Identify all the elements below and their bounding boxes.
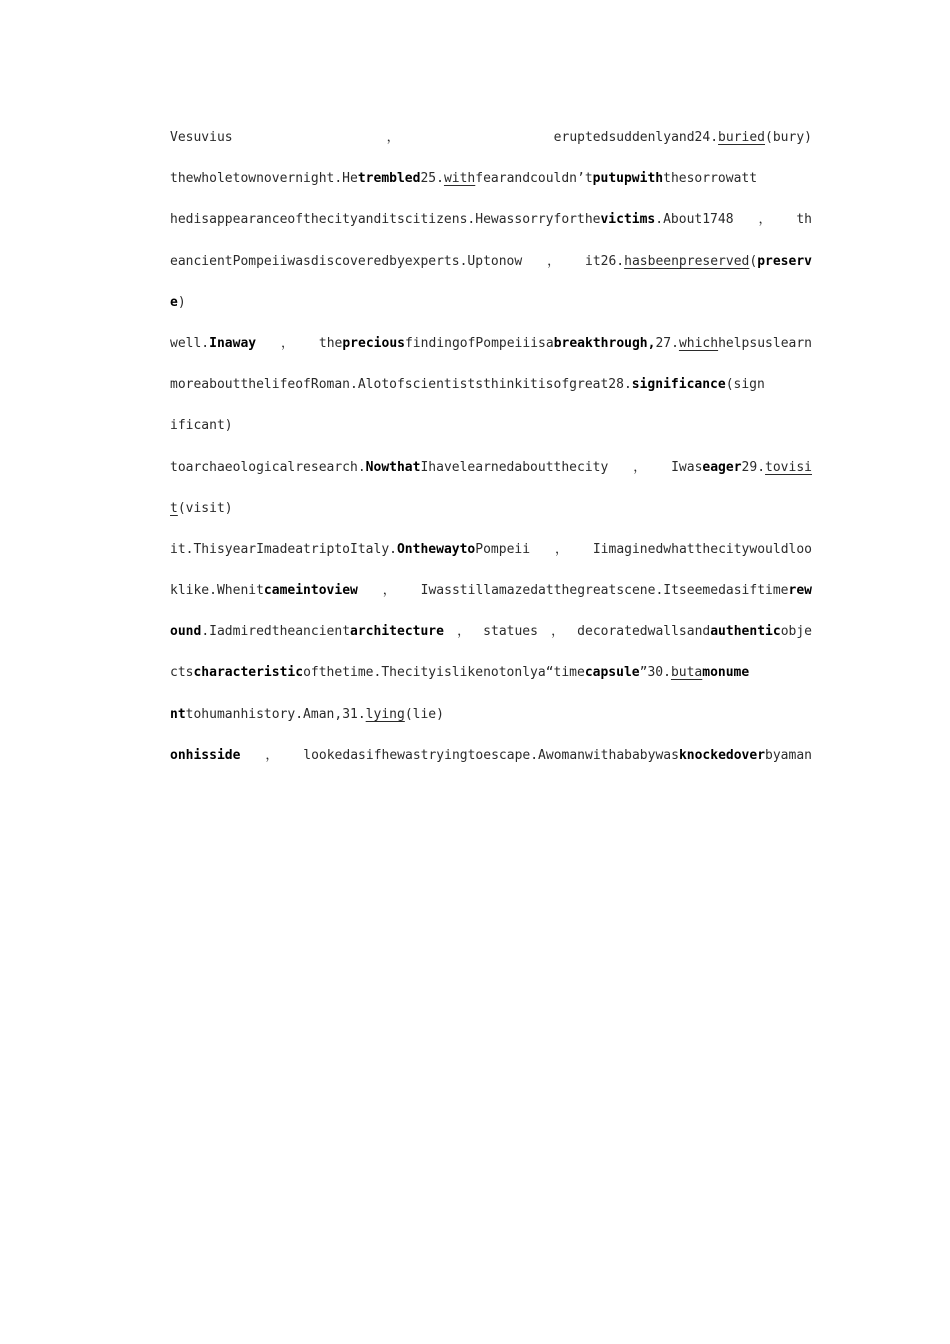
text-run: cts <box>170 665 194 681</box>
text-run: ，statues，decoratedwallsand <box>443 624 711 640</box>
text-line <box>170 454 812 495</box>
text-run: tohumanhistory.Aman,31. <box>185 706 366 722</box>
text-run: 27. <box>655 335 679 351</box>
answer-blank: hasbeenpreserved <box>624 253 750 269</box>
text-run: 29. <box>741 459 766 475</box>
text-run: ificant) <box>170 418 233 434</box>
text-run: eancientPompeiiwasdiscoveredbyexperts.Uptonow，it26. <box>170 253 625 269</box>
key-phrase: putupwith <box>592 171 664 187</box>
key-phrase: ound <box>170 624 202 640</box>
key-phrase: monume <box>702 665 750 681</box>
text-run: ofthetime.Thecityislikenotonlya“time <box>303 665 585 681</box>
text-line <box>170 165 812 206</box>
text-run: eruptedsuddenlyand24. <box>553 130 719 145</box>
text-run: thesorrowatt <box>663 171 758 187</box>
key-phrase: e <box>170 294 178 310</box>
text-run: findingofPompeiiisa <box>404 335 554 351</box>
answer-blank: buta <box>670 665 703 681</box>
key-phrase: trembled <box>357 171 421 187</box>
text-run: (lie) <box>404 706 444 722</box>
text-run: ，the <box>256 335 343 351</box>
text-line <box>170 124 812 165</box>
text-group <box>387 124 400 165</box>
text-run: it.ThisyearImadeatriptoItaly. <box>170 541 397 557</box>
key-phrase: breakthrough, <box>553 335 656 351</box>
text-run: moreaboutthelifeofRoman.Alotofscientiststhinkitisofgreat28. <box>170 377 632 393</box>
text-run: ”30. <box>639 665 671 681</box>
text-run: Vesuvius <box>170 130 233 145</box>
key-phrase: Nowthat <box>365 459 421 475</box>
text-run: hedisappearanceofthecityanditscitizens.Hewassorryforthe <box>170 212 601 228</box>
key-phrase: precious <box>342 335 405 351</box>
key-phrase: preserv <box>757 253 812 269</box>
text-run: (visit) <box>177 500 233 516</box>
text-run: ( <box>749 253 758 269</box>
answer-blank: tovisi <box>765 459 812 475</box>
text-line <box>170 618 812 659</box>
text-line <box>170 206 812 247</box>
key-phrase: capsule <box>584 665 640 681</box>
key-phrase: eager <box>702 459 742 475</box>
text-run: (bury) <box>765 130 812 145</box>
key-phrase: authentic <box>710 624 781 640</box>
text-line <box>170 371 812 412</box>
answer-blank: t <box>170 500 178 516</box>
text-line <box>170 742 812 783</box>
text-group <box>170 124 233 165</box>
text-run: toarchaeologicalresearch. <box>170 459 366 475</box>
text-run: fearandcouldn’t <box>475 171 593 187</box>
key-phrase: knockedover <box>678 747 766 763</box>
key-phrase: significance <box>631 377 726 393</box>
text-line <box>170 248 812 289</box>
text-run: Pompeii，Iimaginedwhatthecitywouldloo <box>475 541 812 557</box>
text-line <box>170 330 812 371</box>
key-phrase: rew <box>788 583 812 599</box>
key-phrase: cameintoview <box>263 583 358 599</box>
text-line <box>170 659 812 700</box>
text-run: ) <box>177 294 186 310</box>
text-run: Ihavelearnedaboutthecity，Iwas <box>420 459 703 475</box>
answer-blank: with <box>443 171 476 187</box>
passage-text <box>170 124 812 783</box>
text-line <box>170 536 812 577</box>
text-run: .Iadmiredtheancient <box>201 624 351 640</box>
text-run: well. <box>170 335 210 351</box>
text-run: ，Iwasstillamazedatthegreatscene.Itseemedasiftime <box>357 583 789 599</box>
text-group <box>554 124 812 165</box>
key-phrase: Inaway <box>209 335 257 351</box>
key-phrase: Onthewayto <box>396 541 476 557</box>
answer-blank: which <box>678 335 719 351</box>
text-run: ， <box>386 130 400 145</box>
text-run: .About1748，th <box>655 212 812 228</box>
text-run: obje <box>780 624 812 640</box>
text-run: ，lookedasifhewastryingtoescape.Awomanwithababywas <box>240 747 679 763</box>
key-phrase: nt <box>170 706 186 722</box>
text-line <box>170 412 812 453</box>
text-line <box>170 289 812 330</box>
text-line <box>170 495 812 536</box>
answer-blank: buried <box>718 130 766 145</box>
key-phrase: architecture <box>350 624 444 640</box>
text-run: thewholetownovernight.He <box>170 171 358 187</box>
key-phrase: characteristic <box>193 665 304 681</box>
text-run: (sign <box>725 377 765 393</box>
text-line <box>170 577 812 618</box>
text-line <box>170 701 812 742</box>
text-run: klike.Whenit <box>170 583 264 599</box>
key-phrase: victims <box>600 212 656 228</box>
text-run: byaman <box>765 747 812 763</box>
text-run: helpsuslearn <box>718 335 812 351</box>
key-phrase: onhisside <box>170 747 241 763</box>
text-run: 25. <box>420 171 444 187</box>
answer-blank: lying <box>365 706 405 722</box>
